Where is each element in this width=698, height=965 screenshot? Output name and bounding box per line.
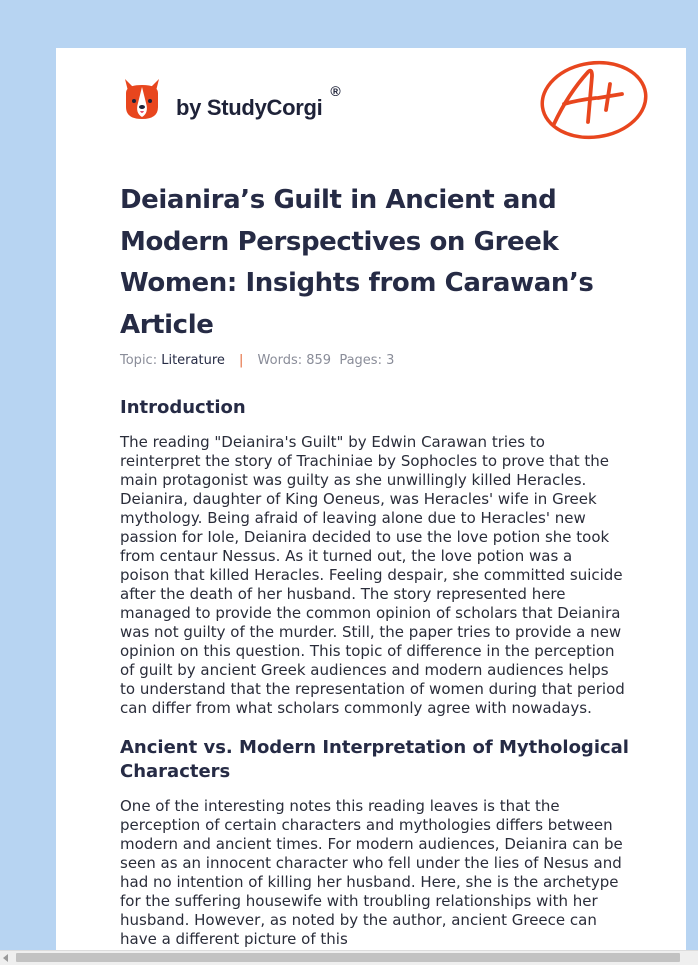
scrollbar-thumb[interactable] [16,953,680,962]
section-heading: Introduction [120,397,246,418]
section-paragraph: One of the interesting notes this reading leaves is that the perception of certain characters and mythologies differs between modern and ancient times. For modern audiences, Deianira can be seen as an innocent character who fell under the lies of Nesus and had no intention of killing her husband. Here, she is the archetype for the suffering housewife with troubling relationships with her husband. However, as noted by the author, ancient Greece can have a different picture of this [120,797,623,948]
scroll-left-arrow-icon[interactable] [3,954,8,962]
article-title: Deianira’s Guilt in Ancient and Modern Perspectives on Greek Women: Insights from Carawan’s Article [120,185,594,340]
topic-link[interactable]: Literature [161,353,225,368]
brand-name: by StudyCorgi ® [176,83,341,120]
section-paragraph: The reading "Deianira's Guilt" by Edwin Carawan tries to reinterpret the story of Trachiniae by Sophocles to prove that the main protagonist was guilty as she unwillingly killed Heracles. Deianira, daughter of King Oeneus, was Heracles' wife in Greek mythology. Being afraid of leaving alone due to Heracles' new passion for Iole, Deianira decided to use the love potion she took from centaur Nessus. As it turned out, the love potion was a poison that killed Heracles. Feeling despair, she committed suicide after the death of her husband. The story represented here managed to provide the common opinion of scholars that Deianira was not guilty of the murder. Still, the paper tries to provide a new opinion on this question. This topic of difference in the perception of guilt by ancient Greek audiences and modern audiences helps to understand that the representation of women during that period can differ from what scholars commonly agree with nowadays. [120,433,625,717]
article-meta [120,353,394,368]
document-page [56,48,686,950]
a-plus-grade-icon [538,60,650,146]
page-count: Pages: 3 [339,353,395,368]
section-heading: Ancient vs. Modern Interpretation of Mythological Characters [120,737,629,782]
topic-label: Topic: [120,353,158,368]
studycorgi-logo[interactable] [122,76,341,122]
registered-mark: ® [330,83,341,99]
corgi-icon [122,77,162,121]
word-count: Words: 859 [257,353,332,368]
meta-separator: | [239,353,244,368]
horizontal-scrollbar[interactable] [0,950,698,965]
